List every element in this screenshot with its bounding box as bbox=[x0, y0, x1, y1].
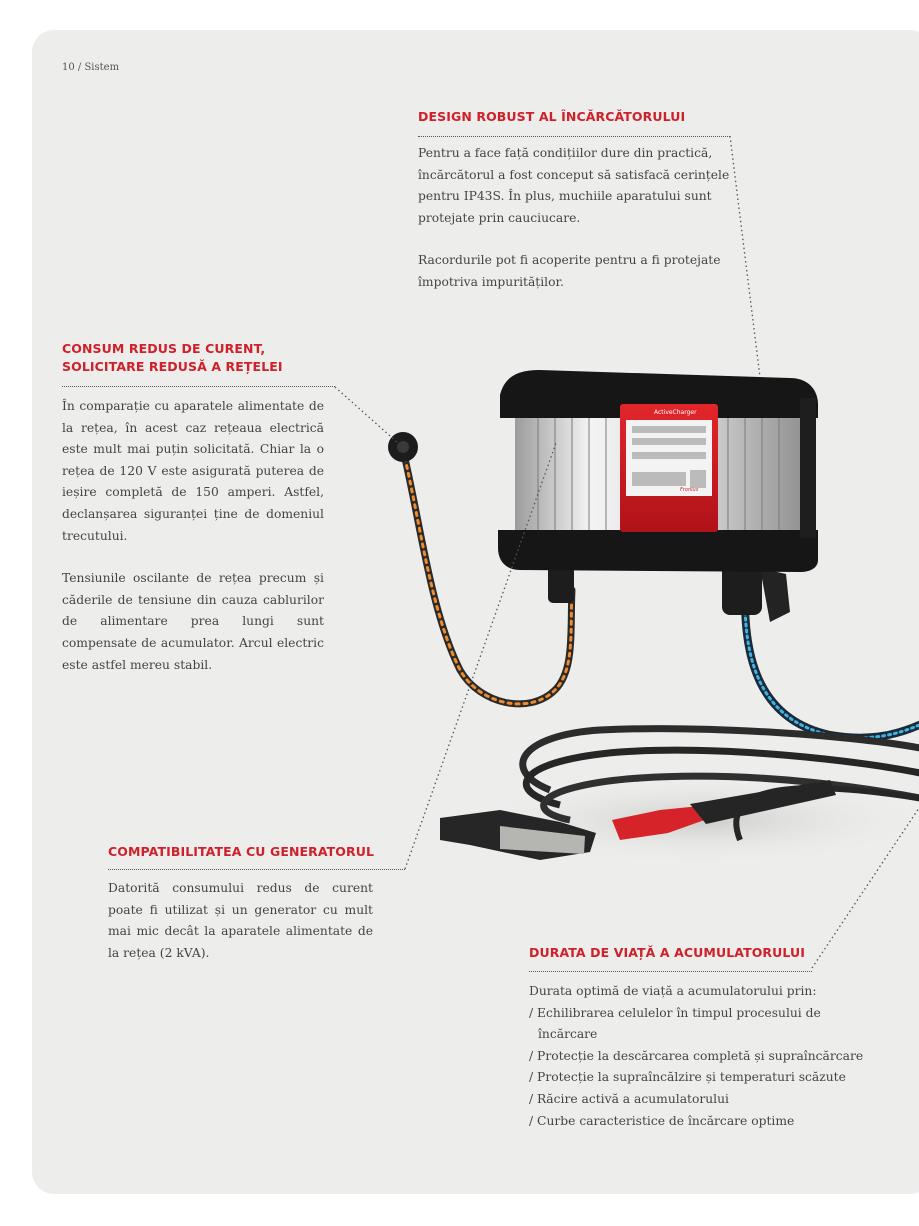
design-paragraph: Racordurile pot fi acoperite pentru a fi protejate împotriva impurităților. bbox=[418, 253, 721, 289]
consumption-heading-line: SOLICITARE REDUSĂ A REȚELEI bbox=[62, 359, 283, 374]
battery-list-item: / Protecție la supraîncălzire și temperaturi scăzute bbox=[529, 1070, 846, 1085]
battery-heading: DURATA DE VIAȚĂ A ACUMULATORULUI bbox=[529, 945, 806, 960]
battery-list-item: / Protecție la descărcarea completă și supraîncărcare bbox=[529, 1048, 864, 1063]
consumption-body bbox=[62, 396, 324, 676]
battery-list-item: / Răcire activă a acumulatorului bbox=[529, 1091, 729, 1106]
design-body bbox=[418, 143, 743, 294]
design-heading: DESIGN ROBUST AL ÎNCĂRCĂTORULUI bbox=[418, 109, 686, 124]
battery-intro: Durata optimă de viață a acumulatorului prin: bbox=[529, 984, 817, 998]
consumption-heading-line: CONSUM REDUS DE CURENT, bbox=[62, 341, 266, 356]
consumption-divider bbox=[62, 386, 335, 387]
design-divider bbox=[418, 136, 730, 137]
generator-body bbox=[108, 878, 373, 964]
page-label: 10 / Sistem bbox=[62, 62, 120, 73]
consumption-paragraph: În comparație cu aparatele alimentate de la rețea, în acest caz rețeaua electrică este mult mai puțin solicitată. Chiar la o rețea de 120 V este asigurată puterea de ieșire completă de 150 amperi. Astfel, declanșarea siguranței ține de domeniul trecutului. bbox=[62, 399, 324, 543]
device-logo: Fronius bbox=[680, 487, 699, 493]
design-paragraph: Pentru a face față condițiilor dure din practică, încărcătorul a fost conceput să satisfacă cerințele pentru IP43S. În plus, muchiile aparatului sunt protejate prin cauciucare. bbox=[418, 146, 730, 225]
battery-list-item: / Curbe caracteristice de încărcare optime bbox=[529, 1113, 795, 1128]
battery-list-item: / Echilibrarea celulelor în timpul procesului de încărcare bbox=[529, 1005, 821, 1042]
battery-list bbox=[529, 1003, 864, 1133]
consumption-heading bbox=[62, 340, 283, 376]
generator-paragraph: Datorită consumului redus de curent poate fi utilizat și un generator cu mult mai mic decât la aparatele alimentate de la rețea (2 kVA). bbox=[108, 881, 373, 960]
device-brand-label: ActiveCharger bbox=[654, 409, 697, 416]
battery-divider bbox=[529, 971, 812, 972]
battery-body bbox=[529, 981, 864, 1132]
consumption-paragraph: Tensiunile oscilante de rețea precum și căderile de tensiune din cauza cablurilor de alimentare prea lungi sunt compensate de acumulator. Arcul electric este astfel mereu stabil. bbox=[62, 571, 324, 672]
generator-heading: COMPATIBILITATEA CU GENERATORUL bbox=[108, 844, 375, 859]
generator-divider bbox=[108, 869, 405, 870]
